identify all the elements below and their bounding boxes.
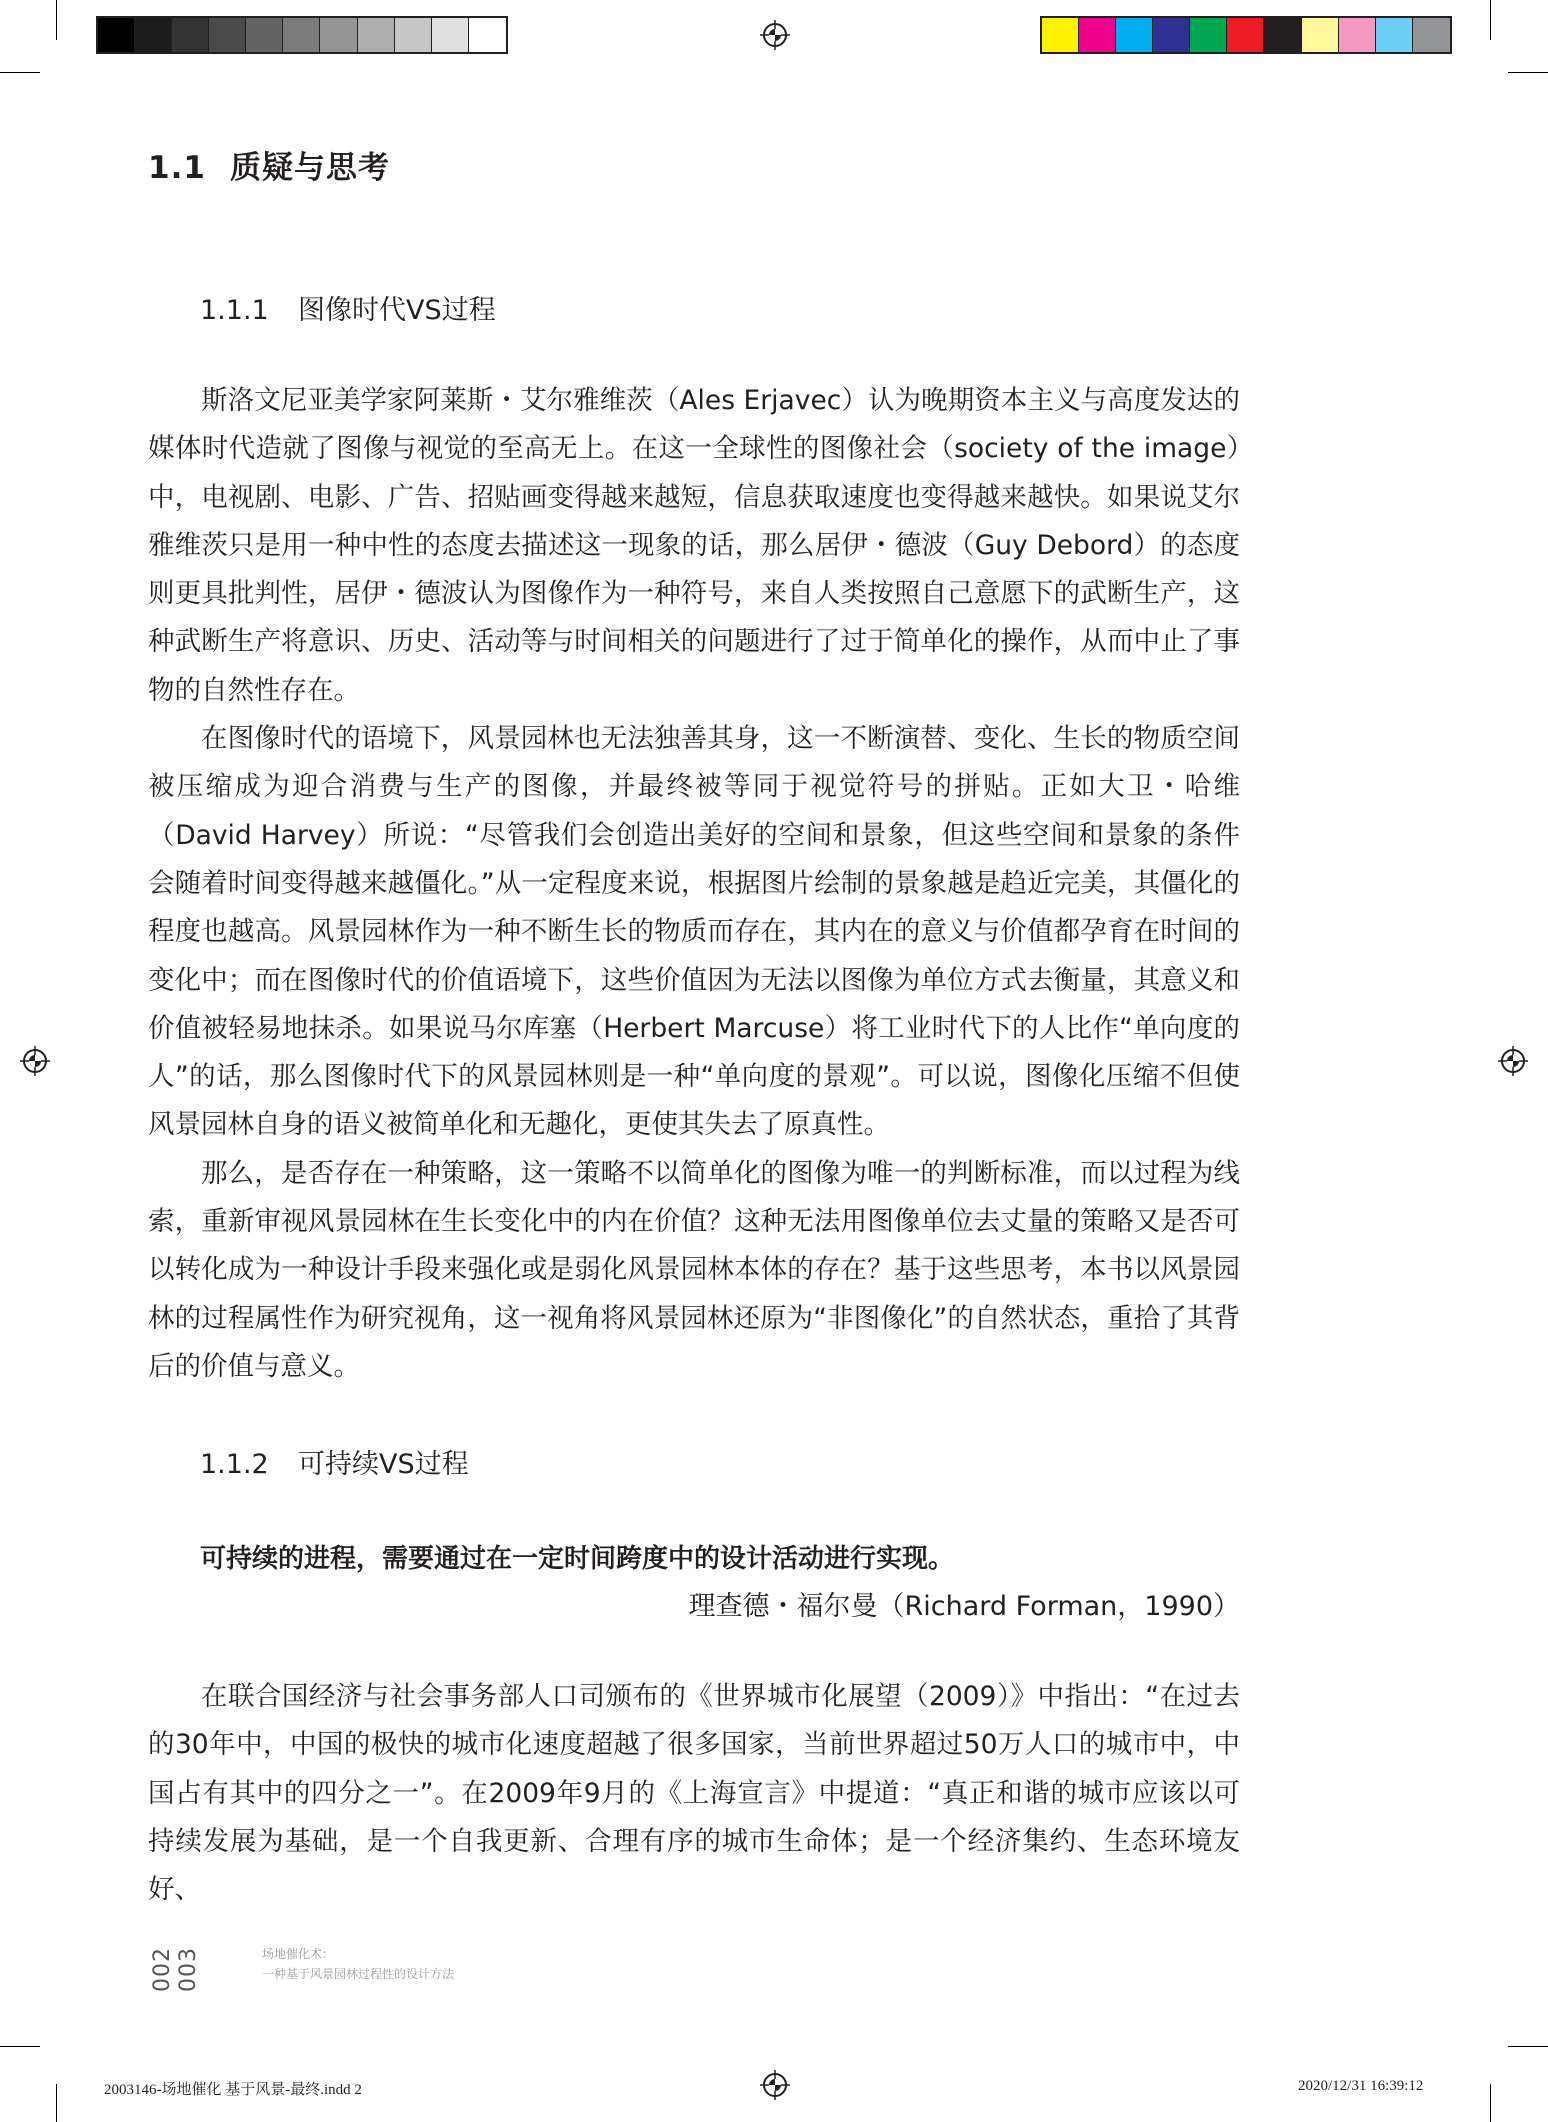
subsection-title: 图像时代VS过程 <box>298 295 496 326</box>
color-swatch <box>358 18 395 52</box>
color-swatch <box>209 18 246 52</box>
crop-mark <box>56 0 57 40</box>
registration-mark-icon <box>1498 1046 1528 1076</box>
subsection-heading <box>200 1442 469 1481</box>
book-title-line2: 一种基于风景园林过程性的设计方法 <box>262 1967 455 1981</box>
color-swatch <box>1376 18 1413 52</box>
section-heading <box>148 142 390 187</box>
running-head <box>262 1944 454 1984</box>
body-text-block <box>148 1673 1240 1914</box>
color-swatch <box>1153 18 1190 52</box>
crop-mark <box>1508 72 1548 73</box>
color-swatch <box>1042 18 1079 52</box>
color-swatch <box>283 18 320 52</box>
page-number-left: 002 <box>150 1947 175 1992</box>
color-swatch <box>469 18 506 52</box>
color-swatch <box>1264 18 1301 52</box>
crop-mark <box>0 2046 40 2047</box>
slug-timestamp: 2020/12/31 16:39:12 <box>1298 2078 1424 2094</box>
color-swatch <box>98 18 135 52</box>
color-swatch <box>246 18 283 52</box>
color-swatch <box>1339 18 1376 52</box>
color-swatch <box>395 18 432 52</box>
page-number-right: 003 <box>176 1947 201 1992</box>
color-swatch <box>1413 18 1450 52</box>
color-swatch <box>135 18 172 52</box>
crop-mark <box>1508 2046 1548 2047</box>
color-swatch <box>1116 18 1153 52</box>
subsection-number: 1.1.2 <box>200 1449 269 1480</box>
color-swatch <box>1227 18 1264 52</box>
registration-mark-icon <box>20 1046 50 1076</box>
paragraph: 斯洛文尼亚美学家阿莱斯・艾尔雅维茨（Ales Erjavec）认为晚期资本主义与高度发达的媒体时代造就了图像与视觉的至高无上。在这一全球性的图像社会（society of the image）中，电视剧、电影、广告、招贴画变得越来越短，信息获取速度也变得越来越快。如果说艾尔雅维茨只是用一种中性的态度去描述这一现象的话，那么居伊・德波（Guy Debord）的态度则更具批判性，居伊・德波认为图像作为一种符号，来自人类按照自己意愿下的武断生产，这种武断生产将意识、历史、活动等与时间相关的问题进行了过于简单化的操作，从而中止了事物的自然性存在。 <box>148 385 1240 706</box>
subsection-heading <box>200 288 496 327</box>
color-swatch <box>432 18 469 52</box>
page-numbers <box>148 1940 208 2030</box>
epigraph-source: 理查德・福尔曼（Richard Forman，1990） <box>688 1591 1240 1622</box>
paragraph: 在图像时代的语境下，风景园林也无法独善其身，这一不断演替、变化、生长的物质空间被压缩成为迎合消费与生产的图像，并最终被等同于视觉符号的拼贴。正如大卫・哈维（David Harvey）所说：“尽管我们会创造出美好的空间和景象，但这些空间和景象的条件会随着时间变得越来越僵化。”从一定程度来说，根据图片绘制的景象越是趋近完美，其僵化的程度也越高。风景园林作为一种不断生长的物质而存在，其内在的意义与价值都孕育在时间的变化中；而在图像时代的价值语境下，这些价值因为无法以图像为单位方式去衡量，其意义和价值被轻易地抹杀。如果说马尔库塞（Herbert Marcuse）将工业时代下的人比作“单向度的人”的话，那么图像时代下的风景园林则是一种“单向度的景观”。可以说，图像化压缩不但使风景园林自身的语义被简单化和无趣化，更使其失去了原真性。 <box>148 723 1240 1141</box>
crop-mark <box>56 2084 57 2122</box>
registration-mark-icon <box>760 2070 790 2100</box>
paragraph: 在联合国经济与社会事务部人口司颁布的《世界城市化展望（2009）》中指出：“在过去的30年中，中国的极快的城市化速度超越了很多国家，当前世界超过50万人口的城市中，中国占有其中的四分之一”。在2009年9月的《上海宣言》中提道：“真正和谐的城市应该以可持续发展为基础，是一个自我更新、合理有序的城市生命体；是一个经济集约、生态环境友好、 <box>148 1681 1240 1906</box>
color-swatch <box>1190 18 1227 52</box>
crop-mark <box>1490 2084 1491 2122</box>
section-number: 1.1 <box>148 150 206 186</box>
subsection-number: 1.1.1 <box>200 295 269 326</box>
registration-mark-icon <box>760 20 790 50</box>
color-swatch <box>1302 18 1339 52</box>
slug-filename: 2003146-场地催化 基于风景-最终.indd 2 <box>104 2082 362 2098</box>
color-swatch <box>1079 18 1116 52</box>
section-title: 质疑与思考 <box>230 150 390 186</box>
epigraph-quote: 可持续的进程，需要通过在一定时间跨度中的设计活动进行实现。 <box>200 1544 955 1574</box>
color-swatch <box>172 18 209 52</box>
grayscale-color-bar <box>96 16 508 54</box>
crop-mark <box>0 72 40 73</box>
book-title-line1: 场地催化术： <box>262 1947 335 1961</box>
body-text-block <box>148 377 1240 1391</box>
cmyk-color-bar <box>1040 16 1452 54</box>
subsection-title: 可持续VS过程 <box>298 1449 469 1480</box>
crop-mark <box>1490 0 1491 40</box>
paragraph: 那么，是否存在一种策略，这一策略不以简单化的图像为唯一的判断标准，而以过程为线索，重新审视风景园林在生长变化中的内在价值？这种无法用图像单位去丈量的策略又是否可以转化成为一种设计手段来强化或是弱化风景园林本体的存在？基于这些思考，本书以风景园林的过程属性作为研究视角，这一视角将风景园林还原为“非图像化”的自然状态，重拾了其背后的价值与意义。 <box>148 1157 1240 1382</box>
color-swatch <box>320 18 357 52</box>
